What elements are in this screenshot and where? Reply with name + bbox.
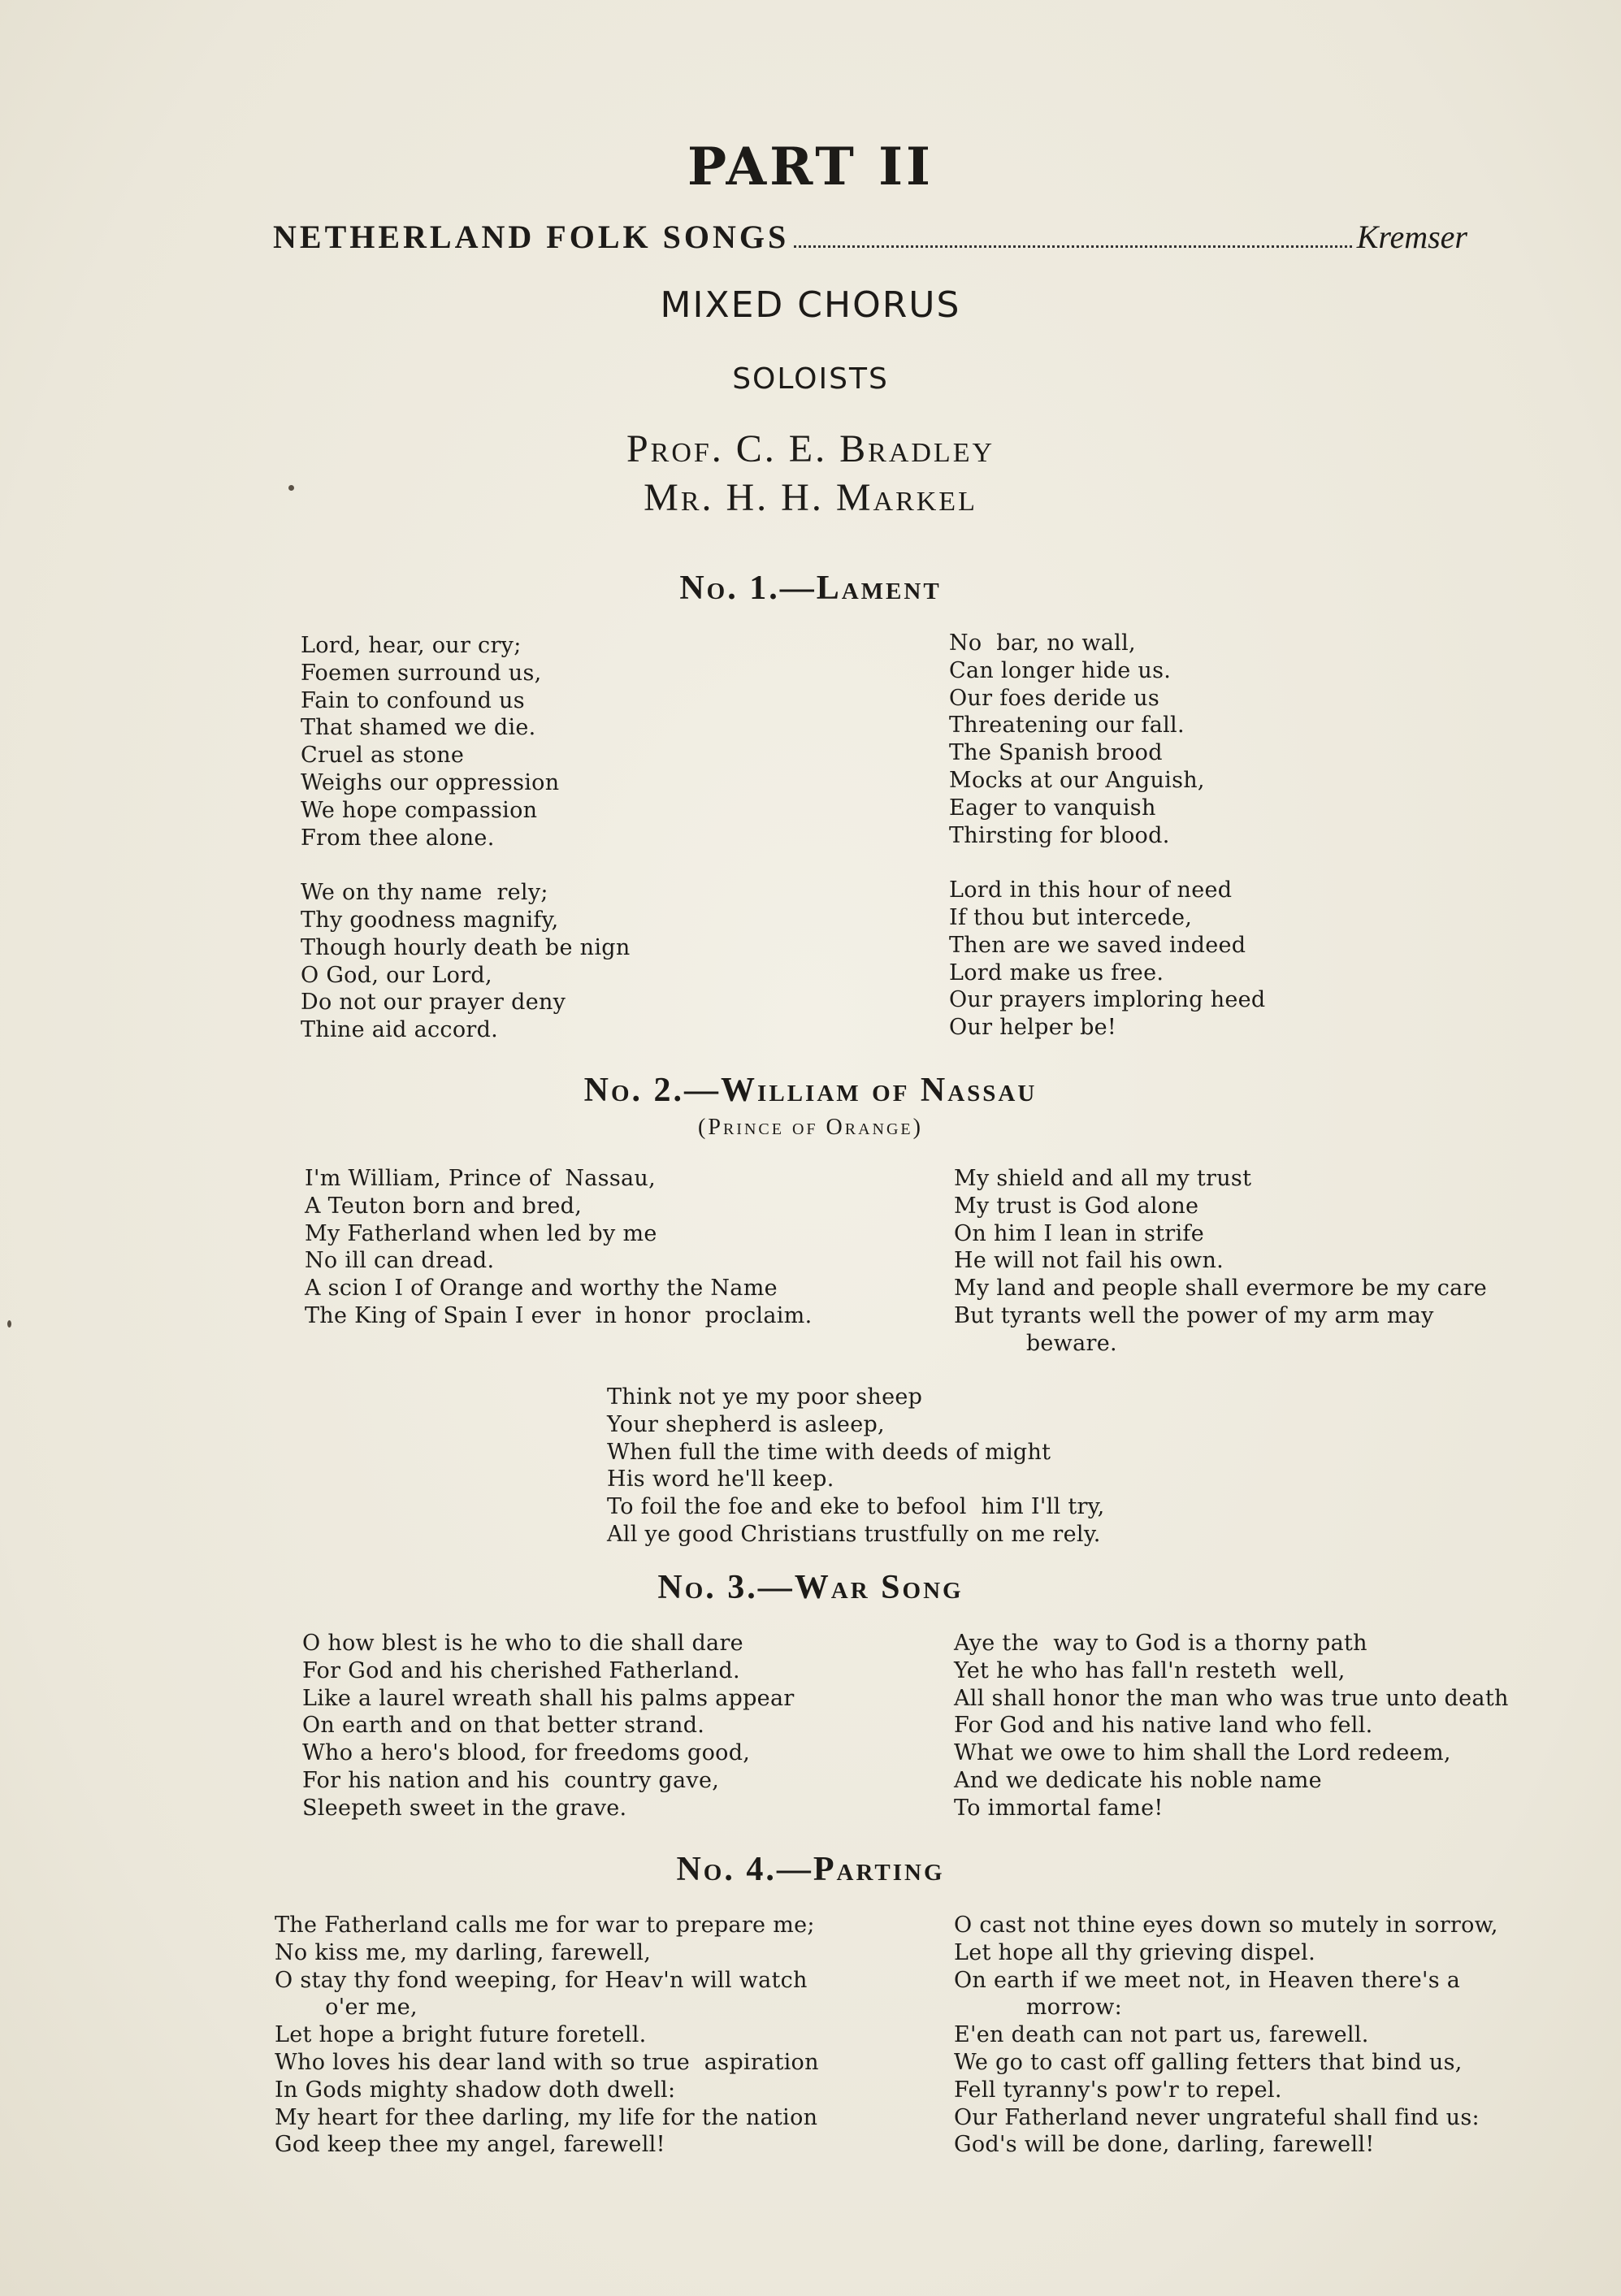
verse-line: A Teuton born and bred, [305, 1193, 583, 1219]
soloist-name: Prof. C. E. Bradley [626, 427, 995, 470]
verse-line: If thou but intercede, [949, 904, 1193, 930]
verse-line: For his nation and his country gave, [302, 1767, 720, 1793]
verse-line: My heart for thee darling, my life for the nation [275, 2104, 818, 2130]
verse-line: Fell tyranny's pow'r to repel. [954, 2077, 1282, 2103]
verse-line: We on thy name rely; [301, 880, 548, 906]
ink-speck [288, 485, 294, 491]
verse-line: He will not fail his own. [954, 1248, 1224, 1274]
composer-name: Kremser [1356, 219, 1467, 255]
verse-line [301, 851, 631, 879]
verse-line [949, 849, 1266, 877]
verse-line: No ill can dread. [305, 1248, 495, 1274]
verse-line: O God, our Lord, [301, 962, 492, 988]
song-verse-right [954, 1630, 1509, 1822]
verse-line: The King of Spain I ever in honor proclaim. [305, 1302, 813, 1328]
verse-line: Fain to confound us [301, 687, 525, 713]
verse-line: For God and his native land who fell. [954, 1713, 1373, 1739]
verse-line: Who loves his dear land with so true aspiration [275, 2049, 819, 2075]
verse-line: Thy goodness magnify, [301, 907, 559, 933]
verse-line: O stay thy fond weeping, for Heav'n will watch [275, 1967, 808, 1993]
song-heading: No. 4.—Parting [676, 1851, 945, 1888]
song-heading: No. 2.—William of Nassau [583, 1072, 1038, 1109]
verse-line: Threatening our fall. [949, 713, 1185, 739]
verse-line: Though hourly death be nign [301, 934, 631, 960]
song-verse-right [949, 630, 1266, 1042]
verse-line: God's will be done, darling, farewell! [954, 2132, 1375, 2158]
verse-line: My Fatherland when led by me [305, 1220, 657, 1246]
verse-line: Lord make us free. [949, 960, 1164, 986]
verse-line: On earth and on that better strand. [302, 1713, 705, 1739]
verse-line: When full the time with deeds of might [607, 1439, 1051, 1465]
verse-line: My shield and all my trust [954, 1166, 1252, 1191]
verse-line: The Spanish brood [949, 740, 1163, 766]
verse-line: Lord, hear, our cry; [301, 633, 522, 658]
song-verse-right [954, 1165, 1487, 1358]
verse-line: Our foes deride us [949, 685, 1159, 711]
verse-line: All ye good Christians trustfully on me rely. [607, 1521, 1101, 1547]
song-subheading: (Prince of Orange) [698, 1115, 923, 1140]
verse-line: All shall honor the man who was true unto death [954, 1685, 1509, 1711]
dotted-leader [794, 245, 1351, 248]
verse-line: Like a laurel wreath shall his palms appear [302, 1685, 795, 1711]
verse-line: Do not our prayer deny [301, 990, 566, 1016]
verse-line: Thine aid accord. [301, 1017, 499, 1043]
verse-line: In Gods mighty shadow doth dwell: [275, 2077, 676, 2103]
verse-line: My land and people shall evermore be my care [954, 1276, 1488, 1302]
verse-line: E'en death can not part us, farewell. [954, 2022, 1369, 2048]
verse-line: Our helper be! [949, 1015, 1117, 1041]
verse-line: No kiss me, my darling, farewell, [275, 1939, 652, 1965]
verse-line: For God and his cherished Fatherland. [302, 1657, 740, 1683]
verse-line: Let hope all thy grieving dispel. [954, 1939, 1315, 1965]
verse-line: O cast not thine eyes down so mutely in sorrow, [954, 1913, 1498, 1938]
verse-line: Lord in this hour of need [949, 877, 1233, 903]
verse-line: To foil the foe and eke to befool him I'll try, [607, 1494, 1105, 1520]
soloist-name: Mr. H. H. Markel [644, 476, 977, 519]
verse-line: Our prayers imploring heed [949, 987, 1266, 1013]
verse-line: My trust is God alone [954, 1193, 1199, 1219]
verse-line: Weighs our oppression [301, 769, 560, 795]
ink-speck [7, 1320, 11, 1328]
verse-line: Foemen surround us, [301, 660, 542, 686]
song-verse-right [954, 1912, 1498, 2159]
song-verse-left [301, 632, 631, 1044]
song-verse-left [275, 1912, 819, 2159]
verse-line: His word he'll keep. [607, 1466, 834, 1492]
verse-line: On him I lean in strife [954, 1220, 1204, 1246]
verse-line: That shamed we die. [301, 715, 536, 741]
verse-line: To immortal fame! [954, 1795, 1164, 1821]
ensemble-heading: MIXED CHORUS [660, 284, 961, 326]
verse-line: Eager to vanquish [949, 795, 1156, 821]
verse-line: beware. [954, 1330, 1117, 1356]
verse-line: Let hope a bright future foretell. [275, 2022, 647, 2048]
verse-line: Sleepeth sweet in the grave. [302, 1795, 627, 1821]
verse-line: o'er me, [275, 1995, 418, 2021]
verse-line: Thirsting for blood. [949, 822, 1170, 848]
verse-line: A scion I of Orange and worthy the Name [305, 1276, 778, 1302]
verse-line: We go to cast off galling fetters that bind us, [954, 2049, 1463, 2075]
verse-line: The Fatherland calls me for war to prepare me; [275, 1913, 815, 1938]
verse-line: Aye the way to God is a thorny path [954, 1631, 1367, 1656]
verse-line: Yet he who has fall'n resteth well, [954, 1657, 1346, 1683]
soloists-heading: SOLOISTS [732, 362, 889, 396]
verse-line: Cruel as stone [301, 743, 465, 769]
verse-line: Who a hero's blood, for freedoms good, [302, 1740, 751, 1766]
verse-line: O how blest is he who to die shall dare [302, 1631, 743, 1656]
verse-line: Our Fatherland never ungrateful shall find us: [954, 2104, 1480, 2130]
program-line [273, 213, 1467, 262]
program-title: NETHERLAND FOLK SONGS [273, 219, 790, 255]
song-verse-left [302, 1630, 795, 1822]
song-verse-left [305, 1165, 812, 1330]
verse-line: What we owe to him shall the Lord redeem, [954, 1740, 1451, 1766]
verse-line: Then are we saved indeed [949, 932, 1246, 958]
song-heading: No. 3.—War Song [657, 1569, 964, 1606]
verse-line: morrow: [954, 1995, 1123, 2021]
verse-line: But tyrants well the power of my arm may [954, 1302, 1434, 1328]
verse-line: Mocks at our Anguish, [949, 767, 1205, 793]
verse-line: On earth if we meet not, in Heaven there's a [954, 1967, 1461, 1993]
verse-line: I'm William, Prince of Nassau, [305, 1166, 656, 1191]
verse-line: Think not ye my poor sheep [607, 1384, 923, 1410]
part-title: PART II [687, 136, 934, 197]
song-heading: No. 1.—Lament [679, 570, 942, 607]
verse-line: And we dedicate his noble name [954, 1767, 1322, 1793]
verse-line: Your shepherd is asleep, [607, 1411, 885, 1437]
verse-line: We hope compassion [301, 797, 538, 823]
verse-line: God keep thee my angel, farewell! [275, 2132, 665, 2158]
song-verse-center [607, 1384, 1105, 1549]
verse-line: Can longer hide us. [949, 657, 1172, 683]
verse-line: No bar, no wall, [949, 630, 1136, 656]
verse-line: From thee alone. [301, 825, 495, 851]
